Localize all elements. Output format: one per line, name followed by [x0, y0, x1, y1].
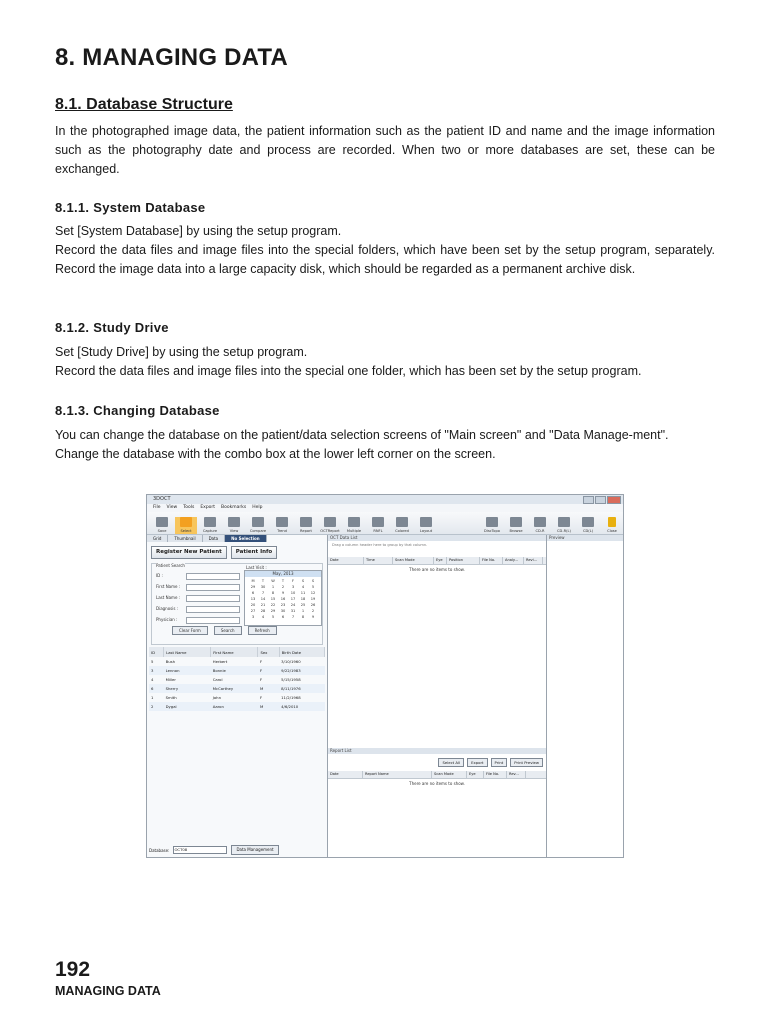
calendar-day[interactable]: 25: [300, 603, 306, 607]
database-label: Database:: [149, 847, 170, 853]
calendar-day[interactable]: 26: [310, 603, 316, 607]
report-buttons: [328, 754, 546, 771]
table-cell: Miller: [165, 677, 176, 682]
patient-column-header[interactable]: First Name: [211, 647, 258, 657]
patient-buttons: [147, 542, 327, 561]
report-list-header: Report List: [328, 748, 546, 754]
report-column-header: [328, 771, 546, 779]
toolbar: [147, 512, 623, 535]
table-cell: 5: [151, 659, 154, 664]
view-tabs: [147, 535, 327, 542]
window-titlebar: [147, 495, 623, 504]
subsection-body-study-drive: [55, 343, 715, 381]
view-tab[interactable]: Grid: [147, 535, 168, 542]
toolbar-button[interactable]: [601, 517, 623, 534]
toolbar-button[interactable]: [577, 517, 599, 534]
report-column-header[interactable]: Rev...: [507, 771, 526, 778]
close-icon[interactable]: [607, 496, 621, 504]
toolbar-button[interactable]: [367, 517, 389, 534]
subsection-title-changing-database: 8.1.3. Changing Database: [55, 403, 220, 418]
data-column-header[interactable]: Date: [328, 557, 364, 564]
table-cell: 11/2/1968: [281, 695, 301, 700]
tool-icon: [486, 517, 498, 527]
calendar-day[interactable]: 28: [260, 609, 266, 613]
calendar-day[interactable]: 30: [280, 609, 286, 613]
database-row: [147, 845, 279, 855]
report-list: [328, 748, 546, 786]
table-cell: F: [259, 677, 263, 682]
preview-pane: [547, 535, 623, 857]
calendar-grid[interactable]: [245, 577, 321, 621]
tool-label: Layout: [419, 529, 433, 533]
tool-icon: [204, 517, 216, 527]
text-line: You can change the database on the patient/data selection screens of "Main screen" and "Data Manage-ment".: [55, 428, 669, 442]
tool-label: Select: [180, 529, 192, 533]
tool-label: Save: [157, 529, 167, 533]
calendar-day[interactable]: 22: [270, 603, 276, 607]
table-cell: F: [259, 695, 263, 700]
tool-icon: [420, 517, 432, 527]
search-field-label: Physician :: [156, 617, 178, 622]
data-column-header[interactable]: Time: [364, 557, 393, 564]
tool-icon: [348, 517, 360, 527]
database-combo[interactable]: OCT08: [173, 846, 227, 854]
calendar-day[interactable]: 1: [301, 609, 305, 613]
calendar-day[interactable]: 27: [250, 609, 256, 613]
table-cell: 3: [149, 666, 164, 675]
group-hint: Drag a column header here to group by that column.: [332, 543, 428, 547]
tool-label: CD-R: [535, 529, 545, 533]
calendar-day[interactable]: 14: [260, 597, 266, 601]
page-number: 192: [55, 958, 91, 981]
calendar-day[interactable]: 4: [261, 615, 265, 619]
patient-pane: [147, 535, 328, 857]
report-button[interactable]: Export: [467, 758, 487, 767]
register-new-patient-button[interactable]: Register New Patient: [151, 546, 227, 559]
table-row[interactable]: [149, 675, 325, 684]
toolbar-button[interactable]: [529, 517, 551, 534]
patient-table[interactable]: [149, 647, 325, 711]
calendar-weekday: S: [311, 579, 315, 583]
table-cell: M: [258, 702, 279, 711]
subsection-body-system-database: [55, 222, 715, 279]
toolbar-button[interactable]: [343, 517, 365, 534]
table-cell: 1: [151, 695, 154, 700]
table-row[interactable]: [149, 657, 325, 666]
patient-column-header[interactable]: ID: [149, 647, 164, 657]
patient-table-body[interactable]: [149, 657, 325, 711]
report-column-header[interactable]: Eye: [467, 771, 484, 778]
toolbar-button[interactable]: [271, 517, 293, 534]
table-cell: Smith: [165, 695, 177, 700]
search-field-input[interactable]: [186, 617, 240, 624]
toolbar-button[interactable]: [199, 517, 221, 534]
search-buttons: [172, 626, 277, 635]
text-line: Record the data files and image files into the special folders, which have been set by the setup program, separately. Record the image data into a large capacity disk, which should be regarded as a permanent archive disk.: [55, 243, 715, 276]
table-cell: 3/10/1960: [281, 659, 301, 664]
calendar-day[interactable]: 24: [290, 603, 296, 607]
tool-icon: [252, 517, 264, 527]
patient-search-group: [151, 563, 323, 645]
menu-item[interactable]: Bookmarks: [221, 505, 247, 510]
calendar-day[interactable]: 15: [270, 597, 276, 601]
calendar-day[interactable]: 1: [271, 585, 275, 589]
calendar[interactable]: [244, 570, 322, 626]
tool-icon: [582, 517, 594, 527]
table-cell: Bonnie: [211, 666, 258, 675]
table-cell: 8/11/1976: [279, 684, 324, 693]
search-button[interactable]: Clear Form: [172, 626, 208, 635]
report-column-header[interactable]: Date: [328, 771, 363, 778]
subsection-title-study-drive: 8.1.2. Study Drive: [55, 320, 169, 335]
menu-item[interactable]: Export: [200, 505, 216, 510]
search-field-input[interactable]: [186, 584, 240, 591]
search-field-input[interactable]: [186, 595, 240, 602]
data-column-header[interactable]: Position: [447, 557, 480, 564]
search-field-label: Diagnosis :: [156, 606, 179, 611]
calendar-day[interactable]: 3: [251, 615, 255, 619]
table-cell: F: [259, 659, 263, 664]
patient-info-button[interactable]: Patient Info: [231, 546, 277, 559]
calendar-weekday: W: [271, 579, 275, 583]
calendar-day[interactable]: 2: [281, 585, 285, 589]
data-column-header[interactable]: Revi...: [524, 557, 543, 564]
data-column-header[interactable]: Scan Mode: [393, 557, 434, 564]
tool-icon: [300, 517, 312, 527]
calendar-day[interactable]: 9: [311, 615, 315, 619]
text-line: Set [Study Drive] by using the setup program.: [55, 345, 308, 359]
calendar-day[interactable]: 7: [261, 591, 265, 595]
view-tab[interactable]: Thumbnail: [168, 535, 202, 542]
view-tab[interactable]: No Selection: [225, 535, 266, 542]
table-cell: Dygal: [164, 702, 211, 711]
report-column-header[interactable]: Scan Mode: [432, 771, 467, 778]
calendar-day[interactable]: 19: [310, 597, 316, 601]
tool-label: Trend: [277, 529, 287, 533]
subsection-title-system-database: 8.1.1. System Database: [55, 200, 206, 215]
calendar-day[interactable]: 4: [301, 585, 305, 589]
table-cell: Bush: [165, 659, 176, 664]
menu-item[interactable]: View: [166, 505, 178, 510]
search-field-input[interactable]: [186, 573, 240, 580]
search-field-label: Last Name :: [156, 595, 181, 600]
last-visit-label: Last Visit :: [246, 565, 267, 570]
calendar-day[interactable]: 9: [281, 591, 285, 595]
toolbar-button[interactable]: [151, 517, 173, 534]
chapter-title: 8. MANAGING DATA: [55, 44, 288, 71]
tool-label: Report: [300, 529, 312, 533]
report-empty-text: There are no items to show.: [409, 781, 465, 786]
table-row[interactable]: [149, 702, 325, 711]
calendar-weekday: S: [301, 579, 305, 583]
toolbar-button[interactable]: [481, 517, 503, 534]
patient-column-header[interactable]: Birth Date: [279, 647, 324, 657]
tool-label: CD-R(L): [557, 529, 571, 533]
tool-icon: [372, 517, 384, 527]
data-pane: [328, 535, 547, 857]
toolbar-button[interactable]: [391, 517, 413, 534]
table-cell: Sherry: [164, 684, 211, 693]
data-empty-text: There are no items to show.: [409, 567, 465, 572]
tool-icon: [534, 517, 546, 527]
table-cell: 5/15/1958: [281, 677, 301, 682]
table-cell: Herbert: [212, 659, 228, 664]
search-button[interactable]: Refresh: [248, 626, 277, 635]
toolbar-button[interactable]: [553, 517, 575, 534]
report-column-header[interactable]: Report Name: [363, 771, 432, 778]
minimize-icon[interactable]: [583, 496, 594, 504]
table-cell: 6: [149, 684, 164, 693]
text-line: Record the data files and image files into the special one folder, which has been set by the setup program.: [55, 364, 642, 378]
tool-label: Multiple: [346, 529, 362, 533]
window-controls: [583, 496, 621, 504]
calendar-day[interactable]: 12: [310, 591, 316, 595]
tool-label: Close: [607, 529, 617, 533]
data-column-header[interactable]: Eye: [434, 557, 447, 564]
menu-bar: [147, 504, 623, 512]
table-cell: Aaron: [211, 702, 258, 711]
section-title: 8.1. Database Structure: [55, 96, 233, 113]
menu-item[interactable]: Tools: [183, 505, 195, 510]
report-button[interactable]: Print Preview: [510, 758, 543, 767]
data-column-header[interactable]: Analy...: [503, 557, 524, 564]
table-row[interactable]: [149, 693, 325, 702]
calendar-day[interactable]: 20: [250, 603, 256, 607]
tool-icon: [510, 517, 522, 527]
table-cell: John: [212, 695, 221, 700]
calendar-day[interactable]: 10: [290, 591, 296, 595]
maximize-icon[interactable]: [595, 496, 606, 504]
menu-item[interactable]: File: [153, 505, 161, 510]
toolbar-button[interactable]: [247, 517, 269, 534]
toolbar-button[interactable]: [415, 517, 437, 534]
table-cell: Carol: [212, 677, 223, 682]
toolbar-button[interactable]: [319, 517, 341, 534]
calendar-day[interactable]: 23: [280, 603, 286, 607]
tool-icon: [156, 517, 168, 527]
calendar-day[interactable]: 11: [300, 591, 306, 595]
table-row[interactable]: [149, 666, 325, 675]
calendar-weekday: F: [291, 579, 295, 583]
calendar-day[interactable]: 8: [301, 615, 305, 619]
table-cell: 9/22/1983: [279, 666, 324, 675]
calendar-day[interactable]: 3: [291, 585, 295, 589]
tool-label: RNFL: [373, 529, 383, 533]
calendar-month[interactable]: May, 2013: [245, 571, 321, 577]
search-field-label: ID :: [156, 573, 163, 578]
running-title: MANAGING DATA: [55, 984, 161, 998]
calendar-day[interactable]: 6: [281, 615, 285, 619]
toolbar-button[interactable]: [505, 517, 527, 534]
table-cell: 2: [149, 702, 164, 711]
calendar-day[interactable]: 8: [271, 591, 275, 595]
calendar-day[interactable]: 21: [260, 603, 266, 607]
tool-label: OCTReport: [320, 529, 340, 533]
calendar-day[interactable]: 6: [251, 591, 255, 595]
patient-column-header[interactable]: Last Name: [164, 647, 211, 657]
toolbar-button[interactable]: [295, 517, 317, 534]
text-line: Change the database with the combo box at the lower left corner on the screen.: [55, 447, 496, 461]
search-field-input[interactable]: [186, 606, 240, 613]
text-line: Set [System Database] by using the setup program.: [55, 224, 342, 238]
table-cell: 4/6/2010: [279, 702, 324, 711]
tool-label: Compare: [249, 529, 267, 533]
patient-table-header: [149, 647, 325, 657]
calendar-weekday: M: [251, 579, 255, 583]
table-cell: 4: [151, 677, 154, 682]
calendar-weekday: T: [261, 579, 265, 583]
calendar-day[interactable]: 31: [290, 609, 296, 613]
tool-label: Capture: [202, 529, 218, 533]
table-cell: Lennon: [164, 666, 211, 675]
tool-icon: [228, 517, 240, 527]
tool-label: Colored: [395, 529, 409, 533]
report-button[interactable]: Print: [491, 758, 508, 767]
tool-label: View: [229, 529, 239, 533]
report-button[interactable]: Select All: [438, 758, 464, 767]
subsection-body-changing-database: [55, 426, 715, 464]
table-row[interactable]: [149, 684, 325, 693]
tool-icon: [276, 517, 288, 527]
tool-icon: [558, 517, 570, 527]
table-cell: M: [258, 684, 279, 693]
tool-label: DiscTopo: [484, 529, 500, 533]
patient-column-header[interactable]: Sex: [258, 647, 279, 657]
table-cell: McCarthey: [211, 684, 258, 693]
tool-icon: [180, 517, 192, 527]
calendar-weekday: T: [281, 579, 285, 583]
calendar-day[interactable]: 29: [270, 609, 276, 613]
calendar-day[interactable]: 17: [290, 597, 296, 601]
data-column-header[interactable]: File No.: [480, 557, 503, 564]
calendar-day[interactable]: 16: [280, 597, 286, 601]
tool-icon: [396, 517, 408, 527]
calendar-day[interactable]: 5: [271, 615, 275, 619]
tool-label: CD(L): [582, 529, 594, 533]
tool-label: Browse: [509, 529, 523, 533]
view-tab[interactable]: Data: [203, 535, 226, 542]
app-screenshot: [146, 494, 624, 858]
search-button[interactable]: Search: [214, 626, 242, 635]
section-intro: In the photographed image data, the patient information such as the patient ID and name and the image information such as the photography date and process are recorded. When two or more databases are set, these can be exchanged.: [55, 124, 715, 176]
calendar-day[interactable]: 13: [250, 597, 256, 601]
patient-search-label: Patient Search: [156, 563, 185, 568]
report-column-header[interactable]: File No.: [484, 771, 507, 778]
calendar-day[interactable]: 30: [260, 585, 266, 589]
data-column-header: [328, 557, 546, 565]
calendar-day[interactable]: 5: [311, 585, 315, 589]
oct-data-list-header: OCT Data List: [328, 535, 546, 541]
toolbar-button[interactable]: [175, 517, 197, 534]
table-cell: F: [258, 666, 279, 675]
tool-icon: [608, 517, 616, 527]
preview-header: Preview: [547, 535, 623, 541]
calendar-day[interactable]: 7: [291, 615, 295, 619]
tool-icon: [324, 517, 336, 527]
data-management-button[interactable]: Data Management: [231, 845, 278, 855]
menu-item[interactable]: Help: [252, 505, 263, 510]
toolbar-button[interactable]: [223, 517, 245, 534]
search-field-label: First Name :: [156, 584, 181, 589]
calendar-day[interactable]: 29: [250, 585, 256, 589]
calendar-day[interactable]: 18: [300, 597, 306, 601]
window-title: 3DOCT: [153, 496, 171, 502]
calendar-day[interactable]: 2: [311, 609, 315, 613]
